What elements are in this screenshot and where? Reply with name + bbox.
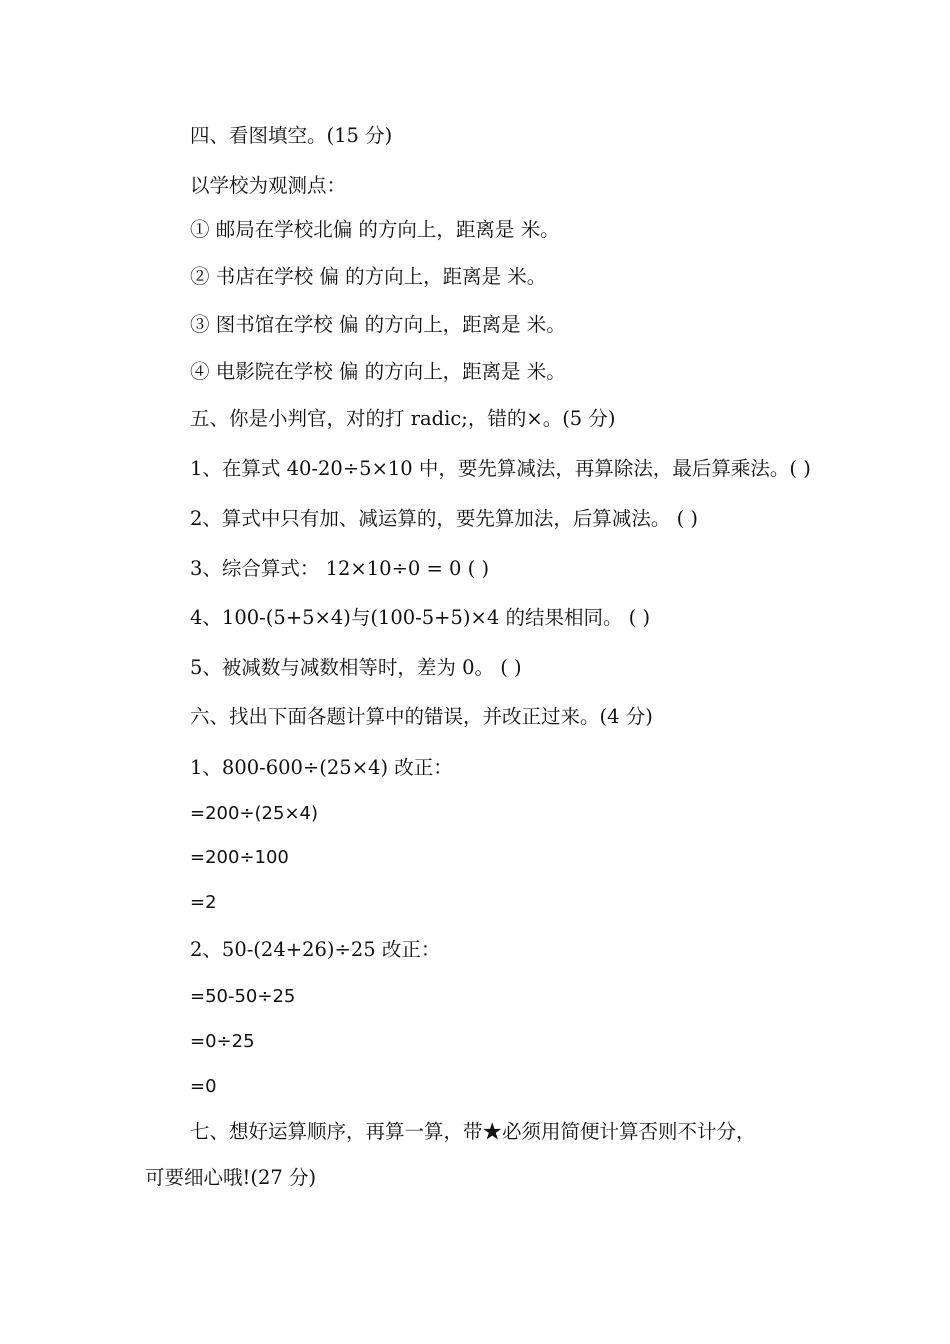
section-4-title: 四、看图填空。(15 分)	[190, 124, 393, 147]
section-7-line-1: 七、想好运算顺序，再算一算，带★必须用简便计算否则不计分，	[190, 1120, 756, 1143]
section-5-item-4: 4、100-(5+5×4)与(100-5+5)×4 的结果相同。 ( )	[190, 606, 651, 629]
problem-2-step-3: =0	[190, 1076, 217, 1097]
section-5-item-5: 5、被减数与减数相等时，差为 0。 ( )	[190, 656, 522, 679]
section-6-title: 六、找出下面各题计算中的错误，并改正过来。(4 分)	[190, 705, 653, 728]
section-4-item-3: ③ 图书馆在学校 偏 的方向上，距离是 米。	[190, 313, 566, 336]
problem-1-step-1: =200÷(25×4)	[190, 803, 319, 824]
section-5-item-2: 2、算式中只有加、减运算的，要先算加法，后算减法。 ( )	[190, 507, 699, 530]
problem-1-step-3: =2	[190, 892, 217, 913]
section-5-title: 五、你是小判官，对的打 radic;，错的×。(5 分)	[190, 407, 616, 430]
section-4-item-4: ④ 电影院在学校 偏 的方向上，距离是 米。	[190, 360, 566, 383]
problem-2-step-1: =50-50÷25	[190, 986, 296, 1007]
section-4-item-1: ① 邮局在学校北偏 的方向上，距离是 米。	[190, 218, 560, 241]
section-5-item-3: 3、综合算式： 12×10÷0 = 0 ( )	[190, 557, 490, 580]
section-7-line-2: 可要细心哦!(27 分)	[145, 1166, 317, 1189]
problem-1-expression: 1、800-600÷(25×4) 改正：	[190, 756, 453, 779]
problem-2-expression: 2、50-(24+26)÷25 改正：	[190, 938, 441, 961]
problem-2-step-2: =0÷25	[190, 1031, 255, 1052]
section-5-item-1: 1、在算式 40-20÷5×10 中，要先算减法，再算除法，最后算乘法。( )	[190, 457, 811, 480]
section-4-item-2: ② 书店在学校 偏 的方向上，距离是 米。	[190, 265, 547, 288]
section-4-intro: 以学校为观测点：	[190, 174, 347, 197]
problem-1-step-2: =200÷100	[190, 847, 289, 868]
